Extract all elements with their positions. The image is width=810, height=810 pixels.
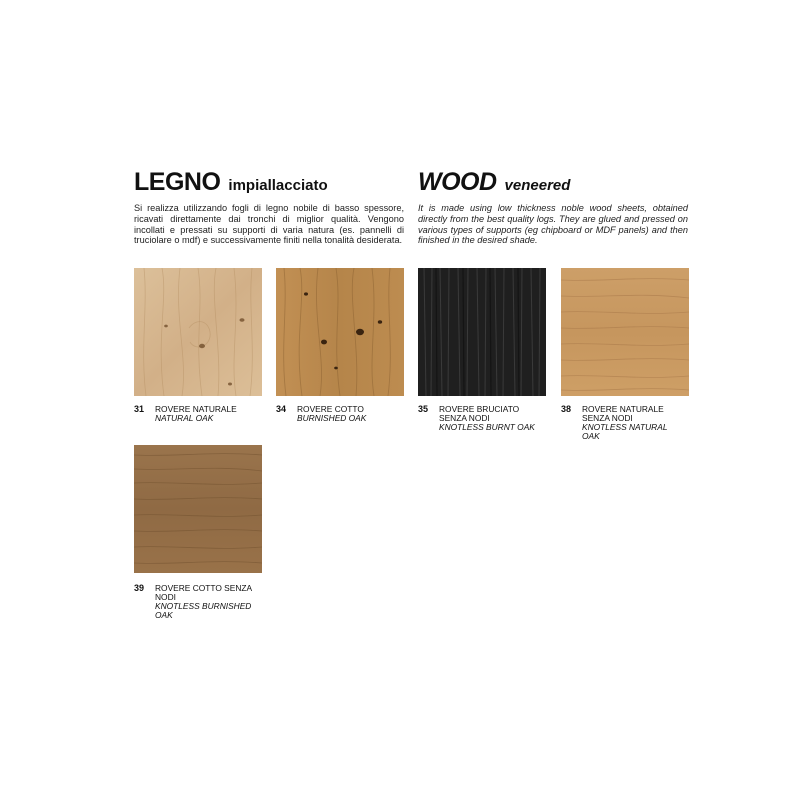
finish-name-en: KNOTLESS BURNISHED OAK — [155, 601, 252, 620]
finish-name-it: ROVERE NATURALE SENZA NODI — [582, 404, 664, 423]
italian-heading — [134, 168, 328, 197]
finish-name-en: BURNISHED OAK — [297, 413, 367, 423]
english-heading — [418, 168, 570, 197]
finish-name-en: KNOTLESS BURNT OAK — [439, 422, 535, 432]
finish-name-it: ROVERE BRUCIATO SENZA NODI — [439, 404, 520, 423]
italian-title: LEGNO — [134, 168, 221, 196]
finish-code: 31 — [134, 404, 145, 414]
finish-code: 34 — [276, 404, 287, 414]
knotless-burnished-oak-texture — [134, 445, 262, 573]
swatch-38-knotless-natural-oak — [561, 268, 689, 396]
italian-subtitle: impiallacciato — [228, 177, 328, 194]
english-subtitle: veneered — [504, 177, 571, 194]
natural-oak-texture — [134, 268, 262, 396]
swatch-35-knotless-burnt-oak — [418, 268, 546, 396]
burnished-oak-texture — [276, 268, 404, 396]
finish-name-it: ROVERE NATURALE — [155, 404, 237, 414]
english-title: WOOD — [418, 168, 497, 196]
finish-code: 35 — [418, 404, 429, 414]
swatch-39-knotless-burnished-oak — [134, 445, 262, 573]
burnt-oak-texture — [418, 268, 546, 396]
swatch-31-natural-oak — [134, 268, 262, 396]
finish-name-it: ROVERE COTTO — [297, 404, 364, 414]
finish-code: 38 — [561, 404, 572, 414]
finish-name-en: KNOTLESS NATURAL OAK — [582, 422, 668, 441]
finish-name-en: NATURAL OAK — [155, 413, 214, 423]
italian-description: Si realizza utilizzando fogli di legno nobile di basso spessore, ricavati direttamente dai tronchi di miglior qualità. Vengono incollati e pressati su supporti di varia natura (es. pannelli di truciolare o mdf) e successivamente finiti nella tonalità desiderata. — [134, 203, 404, 246]
english-description: It is made using low thickness noble wood sheets, obtained directly from the best quality logs. They are glued and pressed on various types of supports (eg chipboard or MDF panels) and then finished in the desired shade. — [418, 203, 688, 246]
finish-code: 39 — [134, 583, 145, 593]
finish-name-it: ROVERE COTTO SENZA NODI — [155, 583, 252, 602]
swatch-34-burnished-oak — [276, 268, 404, 396]
knotless-natural-oak-texture — [561, 268, 689, 396]
